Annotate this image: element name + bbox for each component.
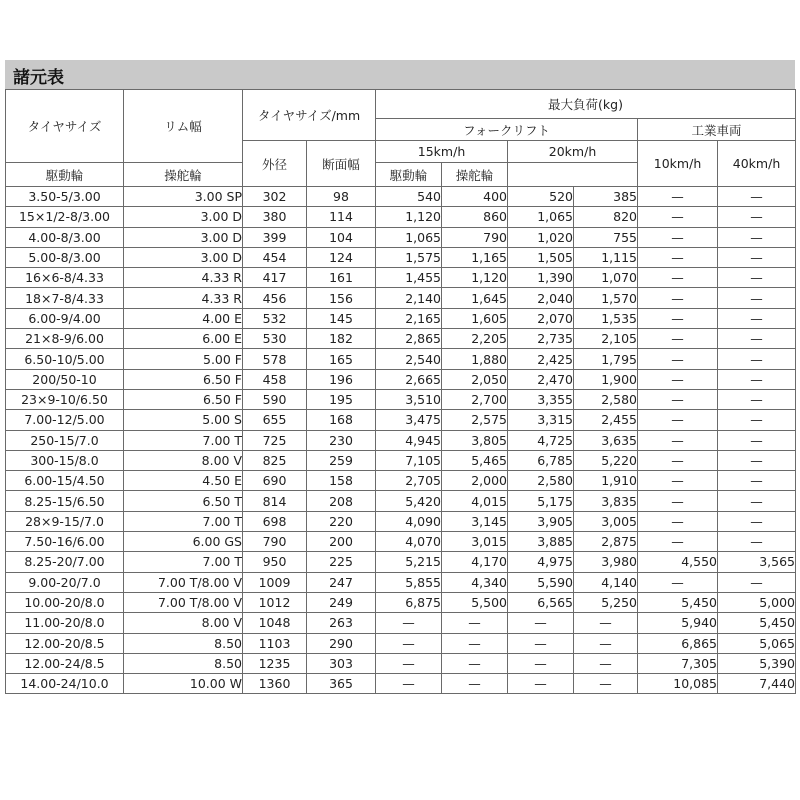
header-outer-diameter: 外径 xyxy=(243,141,307,187)
cell-load-20-steer: 1,795 xyxy=(574,349,638,369)
cell-load-20-drive: 4,725 xyxy=(508,430,574,450)
cell-load-10: — xyxy=(638,410,718,430)
cell-load-20-steer: — xyxy=(574,613,638,633)
cell-load-40: 5,450 xyxy=(718,613,796,633)
cell-outer-diameter: 725 xyxy=(243,430,307,450)
cell-load-10: — xyxy=(638,511,718,531)
cell-outer-diameter: 380 xyxy=(243,207,307,227)
cell-load-15-steer: — xyxy=(442,633,508,653)
cell-outer-diameter: 302 xyxy=(243,187,307,207)
cell-load-20-steer: — xyxy=(574,674,638,694)
cell-section-width: 158 xyxy=(307,471,376,491)
header-forklift: フォークリフト xyxy=(376,119,638,141)
cell-tire-size: 6.00-15/4.50 xyxy=(6,471,124,491)
cell-load-20-steer: 2,105 xyxy=(574,329,638,349)
cell-load-20-drive: 5,590 xyxy=(508,572,574,592)
cell-outer-diameter: 1048 xyxy=(243,613,307,633)
cell-load-15-drive: 2,665 xyxy=(376,369,442,389)
header-tire-size-mm: タイヤサイズ/mm xyxy=(243,90,376,141)
cell-load-10: 10,085 xyxy=(638,674,718,694)
cell-rim-width: 3.00 D xyxy=(124,247,243,267)
cell-load-10: — xyxy=(638,369,718,389)
table-row xyxy=(6,613,796,633)
cell-load-20-drive: 2,070 xyxy=(508,308,574,328)
cell-tire-size: 4.00-8/3.00 xyxy=(6,227,124,247)
cell-tire-size: 14.00-24/10.0 xyxy=(6,674,124,694)
cell-load-20-steer: 1,910 xyxy=(574,471,638,491)
table-row xyxy=(6,389,796,409)
table-row xyxy=(6,430,796,450)
header-speed-40: 40km/h xyxy=(718,141,796,187)
cell-load-15-steer: 2,050 xyxy=(442,369,508,389)
cell-rim-width: 8.00 V xyxy=(124,450,243,470)
cell-load-15-drive: 1,065 xyxy=(376,227,442,247)
cell-section-width: 220 xyxy=(307,511,376,531)
cell-load-15-drive: — xyxy=(376,633,442,653)
cell-outer-diameter: 532 xyxy=(243,308,307,328)
header-tire-size: タイヤサイズ xyxy=(6,90,124,163)
cell-load-40: — xyxy=(718,532,796,552)
cell-load-10: — xyxy=(638,572,718,592)
cell-load-20-steer: 5,250 xyxy=(574,592,638,612)
cell-load-15-steer: — xyxy=(442,613,508,633)
cell-load-10: — xyxy=(638,389,718,409)
cell-load-15-drive: 1,455 xyxy=(376,268,442,288)
cell-load-15-drive: 7,105 xyxy=(376,450,442,470)
cell-load-15-steer: 1,880 xyxy=(442,349,508,369)
cell-rim-width: 8.50 xyxy=(124,653,243,673)
cell-load-20-drive: 3,885 xyxy=(508,532,574,552)
table-row xyxy=(6,410,796,430)
cell-load-20-steer: 4,140 xyxy=(574,572,638,592)
cell-load-15-drive: 2,705 xyxy=(376,471,442,491)
cell-rim-width: 5.00 F xyxy=(124,349,243,369)
cell-load-40: 3,565 xyxy=(718,552,796,572)
cell-load-20-steer: 5,220 xyxy=(574,450,638,470)
cell-section-width: 124 xyxy=(307,247,376,267)
cell-load-20-drive: 3,315 xyxy=(508,410,574,430)
spec-table xyxy=(5,89,796,694)
cell-load-40: — xyxy=(718,187,796,207)
cell-tire-size: 16×6-8/4.33 xyxy=(6,268,124,288)
cell-load-15-steer: 3,015 xyxy=(442,532,508,552)
cell-load-40: — xyxy=(718,450,796,470)
cell-load-15-drive: 2,865 xyxy=(376,329,442,349)
header-max-load: 最大負荷(kg) xyxy=(376,90,796,119)
cell-outer-diameter: 1235 xyxy=(243,653,307,673)
cell-load-15-drive: — xyxy=(376,674,442,694)
cell-load-20-drive: 6,565 xyxy=(508,592,574,612)
cell-load-20-steer: 1,900 xyxy=(574,369,638,389)
cell-load-20-drive: — xyxy=(508,633,574,653)
table-row xyxy=(6,329,796,349)
cell-load-15-drive: 3,475 xyxy=(376,410,442,430)
cell-load-10: — xyxy=(638,349,718,369)
cell-tire-size: 11.00-20/8.0 xyxy=(6,613,124,633)
cell-outer-diameter: 1103 xyxy=(243,633,307,653)
cell-tire-size: 8.25-20/7.00 xyxy=(6,552,124,572)
cell-load-10: — xyxy=(638,308,718,328)
cell-section-width: 156 xyxy=(307,288,376,308)
cell-section-width: 168 xyxy=(307,410,376,430)
header-steer-15: 操舵輪 xyxy=(124,163,243,187)
cell-outer-diameter: 1009 xyxy=(243,572,307,592)
cell-load-40: — xyxy=(718,227,796,247)
cell-tire-size: 3.50-5/3.00 xyxy=(6,187,124,207)
cell-rim-width: 8.00 V xyxy=(124,613,243,633)
cell-load-10: 6,865 xyxy=(638,633,718,653)
cell-load-15-steer: 2,000 xyxy=(442,471,508,491)
cell-load-15-steer: 5,465 xyxy=(442,450,508,470)
table-row xyxy=(6,491,796,511)
cell-outer-diameter: 814 xyxy=(243,491,307,511)
cell-load-10: — xyxy=(638,450,718,470)
table-row xyxy=(6,369,796,389)
cell-tire-size: 300-15/8.0 xyxy=(6,450,124,470)
cell-section-width: 98 xyxy=(307,187,376,207)
cell-load-10: — xyxy=(638,187,718,207)
cell-tire-size: 5.00-8/3.00 xyxy=(6,247,124,267)
header-drive-20: 駆動輪 xyxy=(376,163,442,187)
cell-load-20-drive: — xyxy=(508,674,574,694)
cell-outer-diameter: 417 xyxy=(243,268,307,288)
table-row xyxy=(6,532,796,552)
cell-section-width: 230 xyxy=(307,430,376,450)
cell-load-20-drive: 2,040 xyxy=(508,288,574,308)
cell-load-15-drive: — xyxy=(376,613,442,633)
cell-section-width: 182 xyxy=(307,329,376,349)
cell-load-15-drive: — xyxy=(376,653,442,673)
cell-load-40: 5,065 xyxy=(718,633,796,653)
table-row xyxy=(6,207,796,227)
cell-load-15-drive: 2,140 xyxy=(376,288,442,308)
header-speed-20: 20km/h xyxy=(508,141,638,163)
cell-load-40: — xyxy=(718,572,796,592)
cell-load-10: — xyxy=(638,288,718,308)
cell-load-20-steer: 1,535 xyxy=(574,308,638,328)
cell-rim-width: 3.00 SP xyxy=(124,187,243,207)
cell-rim-width: 5.00 S xyxy=(124,410,243,430)
cell-load-10: — xyxy=(638,471,718,491)
cell-load-20-drive: 1,065 xyxy=(508,207,574,227)
cell-section-width: 208 xyxy=(307,491,376,511)
cell-load-15-drive: 2,540 xyxy=(376,349,442,369)
cell-load-20-steer: 3,980 xyxy=(574,552,638,572)
cell-load-15-steer: 860 xyxy=(442,207,508,227)
cell-load-15-drive: 3,510 xyxy=(376,389,442,409)
cell-load-20-drive: 520 xyxy=(508,187,574,207)
cell-outer-diameter: 790 xyxy=(243,532,307,552)
cell-tire-size: 21×8-9/6.00 xyxy=(6,329,124,349)
cell-load-15-steer: 4,340 xyxy=(442,572,508,592)
table-row xyxy=(6,247,796,267)
title-bar xyxy=(5,60,795,89)
header-drive-15: 駆動輪 xyxy=(6,163,124,187)
cell-rim-width: 6.00 E xyxy=(124,329,243,349)
cell-section-width: 365 xyxy=(307,674,376,694)
cell-tire-size: 8.25-15/6.50 xyxy=(6,491,124,511)
cell-load-15-drive: 5,420 xyxy=(376,491,442,511)
cell-rim-width: 7.00 T xyxy=(124,511,243,531)
cell-section-width: 104 xyxy=(307,227,376,247)
cell-load-20-drive: 4,975 xyxy=(508,552,574,572)
table-row xyxy=(6,268,796,288)
cell-tire-size: 23×9-10/6.50 xyxy=(6,389,124,409)
cell-load-20-drive: 2,580 xyxy=(508,471,574,491)
cell-rim-width: 4.50 E xyxy=(124,471,243,491)
cell-section-width: 114 xyxy=(307,207,376,227)
cell-load-20-drive: 6,785 xyxy=(508,450,574,470)
cell-load-40: — xyxy=(718,247,796,267)
cell-rim-width: 6.50 F xyxy=(124,389,243,409)
cell-tire-size: 250-15/7.0 xyxy=(6,430,124,450)
cell-load-15-steer: 1,120 xyxy=(442,268,508,288)
cell-load-10: — xyxy=(638,430,718,450)
cell-load-10: 7,305 xyxy=(638,653,718,673)
cell-load-20-steer: 755 xyxy=(574,227,638,247)
cell-load-15-drive: 4,070 xyxy=(376,532,442,552)
cell-section-width: 145 xyxy=(307,308,376,328)
cell-load-20-steer: — xyxy=(574,653,638,673)
cell-section-width: 200 xyxy=(307,532,376,552)
cell-load-40: — xyxy=(718,268,796,288)
cell-load-15-drive: 5,215 xyxy=(376,552,442,572)
table-row xyxy=(6,471,796,491)
cell-tire-size: 10.00-20/8.0 xyxy=(6,592,124,612)
header-speed-10: 10km/h xyxy=(638,141,718,187)
cell-load-40: — xyxy=(718,308,796,328)
cell-section-width: 290 xyxy=(307,633,376,653)
cell-load-15-steer: — xyxy=(442,653,508,673)
cell-load-20-steer: 820 xyxy=(574,207,638,227)
cell-load-20-steer: 1,570 xyxy=(574,288,638,308)
table-row xyxy=(6,227,796,247)
cell-load-10: 5,450 xyxy=(638,592,718,612)
cell-load-10: 4,550 xyxy=(638,552,718,572)
cell-load-15-steer: 1,605 xyxy=(442,308,508,328)
cell-load-20-drive: 1,505 xyxy=(508,247,574,267)
cell-load-20-steer: 2,580 xyxy=(574,389,638,409)
cell-load-20-drive: 3,355 xyxy=(508,389,574,409)
cell-load-20-steer: 3,005 xyxy=(574,511,638,531)
cell-load-15-steer: 5,500 xyxy=(442,592,508,612)
cell-load-20-drive: — xyxy=(508,613,574,633)
cell-rim-width: 4.33 R xyxy=(124,268,243,288)
cell-outer-diameter: 690 xyxy=(243,471,307,491)
cell-rim-width: 10.00 W xyxy=(124,674,243,694)
cell-load-15-drive: 6,875 xyxy=(376,592,442,612)
cell-rim-width: 3.00 D xyxy=(124,207,243,227)
table-row xyxy=(6,511,796,531)
table-row xyxy=(6,633,796,653)
cell-load-10: 5,940 xyxy=(638,613,718,633)
cell-section-width: 263 xyxy=(307,613,376,633)
cell-rim-width: 3.00 D xyxy=(124,227,243,247)
cell-section-width: 165 xyxy=(307,349,376,369)
cell-load-15-drive: 4,945 xyxy=(376,430,442,450)
cell-load-20-drive: 2,735 xyxy=(508,329,574,349)
cell-load-15-drive: 5,855 xyxy=(376,572,442,592)
table-row xyxy=(6,653,796,673)
cell-load-15-steer: 2,700 xyxy=(442,389,508,409)
cell-outer-diameter: 590 xyxy=(243,389,307,409)
cell-load-10: — xyxy=(638,329,718,349)
cell-load-20-drive: — xyxy=(508,653,574,673)
cell-load-40: — xyxy=(718,471,796,491)
cell-load-15-drive: 2,165 xyxy=(376,308,442,328)
cell-load-40: — xyxy=(718,369,796,389)
cell-load-40: — xyxy=(718,511,796,531)
cell-load-40: — xyxy=(718,329,796,349)
cell-load-20-drive: 3,905 xyxy=(508,511,574,531)
cell-load-15-steer: 400 xyxy=(442,187,508,207)
cell-load-15-steer: 1,645 xyxy=(442,288,508,308)
cell-rim-width: 6.50 T xyxy=(124,491,243,511)
cell-rim-width: 4.33 R xyxy=(124,288,243,308)
cell-load-15-steer: 3,145 xyxy=(442,511,508,531)
cell-load-40: 7,440 xyxy=(718,674,796,694)
cell-load-20-drive: 2,425 xyxy=(508,349,574,369)
cell-tire-size: 12.00-24/8.5 xyxy=(6,653,124,673)
cell-rim-width: 6.00 GS xyxy=(124,532,243,552)
cell-tire-size: 7.50-16/6.00 xyxy=(6,532,124,552)
cell-outer-diameter: 454 xyxy=(243,247,307,267)
header-industrial: 工業車両 xyxy=(638,119,796,141)
cell-tire-size: 28×9-15/7.0 xyxy=(6,511,124,531)
cell-load-20-steer: 3,835 xyxy=(574,491,638,511)
table-row xyxy=(6,552,796,572)
cell-load-15-drive: 4,090 xyxy=(376,511,442,531)
cell-outer-diameter: 698 xyxy=(243,511,307,531)
cell-section-width: 259 xyxy=(307,450,376,470)
cell-rim-width: 4.00 E xyxy=(124,308,243,328)
cell-load-40: — xyxy=(718,410,796,430)
cell-rim-width: 7.00 T xyxy=(124,430,243,450)
cell-rim-width: 7.00 T xyxy=(124,552,243,572)
header-rim-width: リム幅 xyxy=(124,90,243,163)
cell-load-15-steer: 4,170 xyxy=(442,552,508,572)
cell-load-20-steer: 2,875 xyxy=(574,532,638,552)
cell-outer-diameter: 458 xyxy=(243,369,307,389)
cell-tire-size: 9.00-20/7.0 xyxy=(6,572,124,592)
table-row xyxy=(6,187,796,207)
cell-section-width: 225 xyxy=(307,552,376,572)
cell-load-15-steer: — xyxy=(442,674,508,694)
cell-load-20-steer: 1,115 xyxy=(574,247,638,267)
cell-tire-size: 12.00-20/8.5 xyxy=(6,633,124,653)
cell-load-10: — xyxy=(638,247,718,267)
cell-load-40: — xyxy=(718,430,796,450)
cell-tire-size: 6.00-9/4.00 xyxy=(6,308,124,328)
cell-load-15-steer: 2,575 xyxy=(442,410,508,430)
cell-outer-diameter: 1360 xyxy=(243,674,307,694)
cell-load-15-drive: 540 xyxy=(376,187,442,207)
cell-section-width: 196 xyxy=(307,369,376,389)
cell-load-20-steer: 3,635 xyxy=(574,430,638,450)
cell-outer-diameter: 399 xyxy=(243,227,307,247)
spec-table-body xyxy=(6,187,796,694)
cell-outer-diameter: 655 xyxy=(243,410,307,430)
header-section-width: 断面幅 xyxy=(307,141,376,187)
cell-load-15-drive: 1,120 xyxy=(376,207,442,227)
table-row xyxy=(6,592,796,612)
cell-load-40: — xyxy=(718,349,796,369)
cell-load-40: — xyxy=(718,389,796,409)
cell-load-10: — xyxy=(638,491,718,511)
cell-rim-width: 6.50 F xyxy=(124,369,243,389)
table-row xyxy=(6,450,796,470)
cell-load-20-steer: — xyxy=(574,633,638,653)
cell-load-10: — xyxy=(638,207,718,227)
cell-outer-diameter: 825 xyxy=(243,450,307,470)
cell-load-15-steer: 790 xyxy=(442,227,508,247)
cell-section-width: 195 xyxy=(307,389,376,409)
cell-outer-diameter: 530 xyxy=(243,329,307,349)
cell-load-15-steer: 2,205 xyxy=(442,329,508,349)
cell-load-20-drive: 1,390 xyxy=(508,268,574,288)
cell-load-15-steer: 1,165 xyxy=(442,247,508,267)
cell-tire-size: 18×7-8/4.33 xyxy=(6,288,124,308)
page-title: 諸元表 xyxy=(13,68,64,88)
table-row xyxy=(6,349,796,369)
cell-rim-width: 8.50 xyxy=(124,633,243,653)
table-row xyxy=(6,674,796,694)
cell-load-20-steer: 1,070 xyxy=(574,268,638,288)
cell-load-15-steer: 4,015 xyxy=(442,491,508,511)
header-speed-15: 15km/h xyxy=(376,141,508,163)
cell-tire-size: 7.00-12/5.00 xyxy=(6,410,124,430)
cell-load-20-drive: 1,020 xyxy=(508,227,574,247)
cell-outer-diameter: 950 xyxy=(243,552,307,572)
cell-load-40: — xyxy=(718,207,796,227)
cell-outer-diameter: 578 xyxy=(243,349,307,369)
cell-outer-diameter: 1012 xyxy=(243,592,307,612)
cell-load-20-steer: 385 xyxy=(574,187,638,207)
cell-rim-width: 7.00 T/8.00 V xyxy=(124,572,243,592)
cell-rim-width: 7.00 T/8.00 V xyxy=(124,592,243,612)
cell-load-40: — xyxy=(718,288,796,308)
cell-load-40: — xyxy=(718,491,796,511)
cell-load-40: 5,390 xyxy=(718,653,796,673)
cell-outer-diameter: 456 xyxy=(243,288,307,308)
cell-section-width: 247 xyxy=(307,572,376,592)
cell-tire-size: 200/50-10 xyxy=(6,369,124,389)
table-row xyxy=(6,572,796,592)
cell-load-20-drive: 5,175 xyxy=(508,491,574,511)
header-steer-20: 操舵輪 xyxy=(442,163,508,187)
cell-load-10: — xyxy=(638,532,718,552)
cell-load-10: — xyxy=(638,227,718,247)
cell-section-width: 249 xyxy=(307,592,376,612)
cell-section-width: 161 xyxy=(307,268,376,288)
cell-tire-size: 15×1/2-8/3.00 xyxy=(6,207,124,227)
table-row xyxy=(6,308,796,328)
cell-tire-size: 6.50-10/5.00 xyxy=(6,349,124,369)
cell-load-20-drive: 2,470 xyxy=(508,369,574,389)
cell-section-width: 303 xyxy=(307,653,376,673)
cell-load-15-steer: 3,805 xyxy=(442,430,508,450)
cell-load-20-steer: 2,455 xyxy=(574,410,638,430)
table-row xyxy=(6,288,796,308)
cell-load-10: — xyxy=(638,268,718,288)
cell-load-40: 5,000 xyxy=(718,592,796,612)
cell-load-15-drive: 1,575 xyxy=(376,247,442,267)
